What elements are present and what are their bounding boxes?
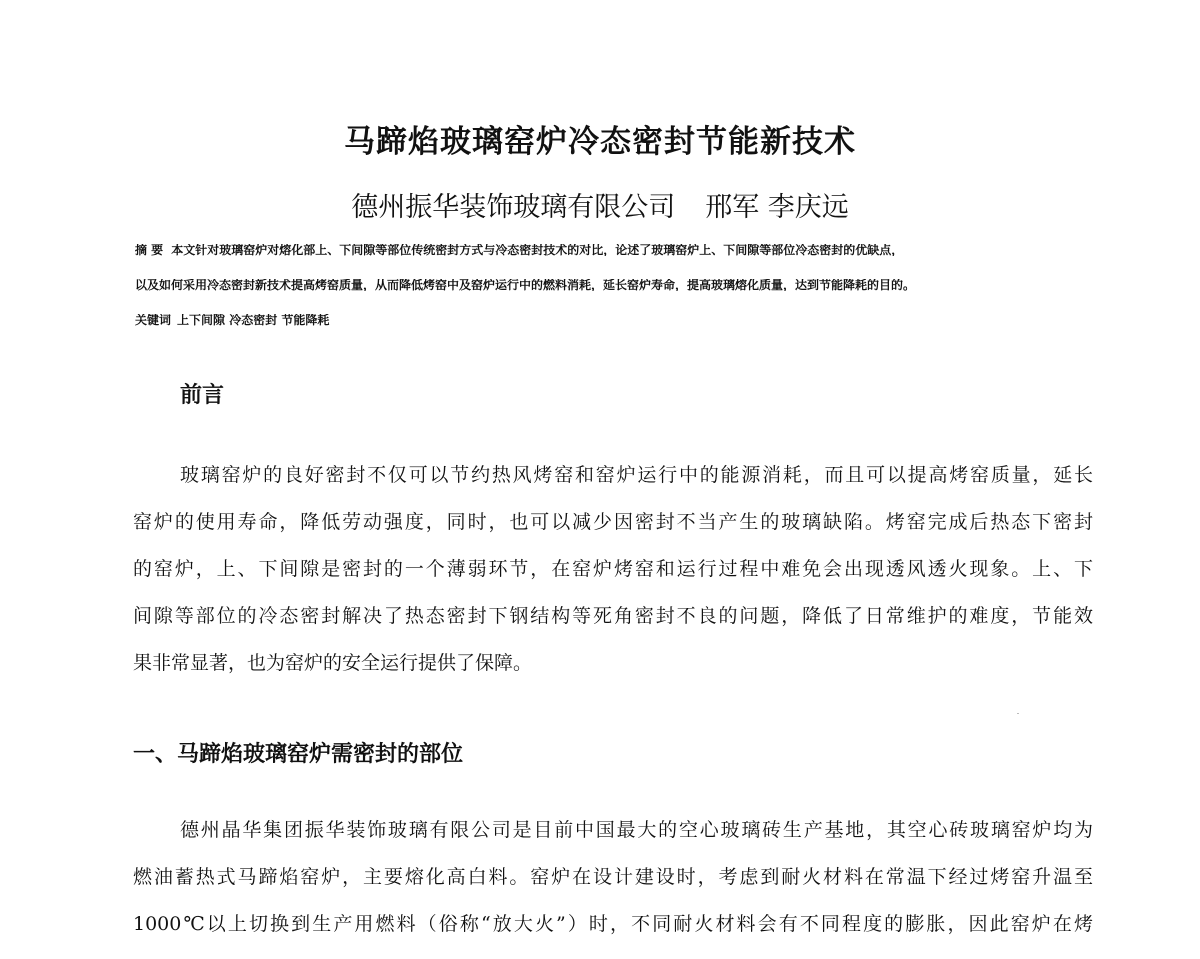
keywords-text: 上下间隙 冷态密封 节能降耗 [177,314,330,326]
paragraph-line: 1000℃以上切换到生产用燃料（俗称“放大火”）时，不同耐火材料会有不同程度的膨胀，因此窑炉在烤 [133,913,1093,935]
section1-paragraph [133,818,1093,959]
abstract-block [135,244,1095,326]
author-names: 邢军 李庆远 [705,192,849,223]
section-heading-preface: 前言 [180,383,225,408]
abstract-line [135,244,1095,256]
paragraph-line: 燃油蓄热式马蹄焰窑炉，主要熔化高白料。窑炉在设计建设时，考虑到耐火材料在常温下经过烤窑升温至 [133,866,1093,888]
abstract-text: 本文针对玻璃窑炉对熔化部上、下间隙等部位传统密封方式与冷态密封技术的对比，论述了玻璃窑炉上、下间隙等部位冷态密封的优缺点， [171,244,904,256]
abstract-text: 以及如何采用冷态密封新技术提高烤窑质量，从而降低烤窑中及窑炉运行中的燃料消耗，延长窑炉寿命，提高玻璃熔化质量，达到节能降耗的目的。 [135,279,916,291]
paragraph-line: 果非常显著，也为窑炉的安全运行提供了保障。 [133,652,533,674]
paragraph-line: 窑炉的使用寿命，降低劳动强度，同时，也可以减少因密封不当产生的玻璃缺陷。烤窑完成后热态下密封 [133,511,1093,533]
author-company: 德州振华装饰玻璃有限公司 [351,192,676,223]
scan-speck [1017,713,1019,714]
author-line [0,185,1200,224]
paragraph-line: 间隙等部位的冷态密封解决了热态密封下钢结构等死角密封不良的问题，降低了日常维护的难度，节能效 [133,605,1093,627]
abstract-label: 摘 要 [135,244,164,256]
abstract-line [135,279,1095,291]
preface-paragraph [133,463,1093,698]
keywords-line [135,314,1095,326]
keywords-label: 关键词 [135,314,172,326]
paragraph-line: 的窑炉，上、下间隙是密封的一个薄弱环节，在窑炉烤窑和运行过程中难免会出现透风透火现象。上、下 [133,558,1093,580]
paragraph-line: 玻璃窑炉的良好密封不仅可以节约热风烤窑和窑炉运行中的能源消耗，而且可以提高烤窑质量，延长 [180,464,1093,486]
paper-title: 马蹄焰玻璃窑炉冷态密封节能新技术 [344,124,856,160]
paragraph-line: 德州晶华集团振华装饰玻璃有限公司是目前中国最大的空心玻璃砖生产基地，其空心砖玻璃窑炉均为 [180,819,1093,841]
section-heading-1: 一、马蹄焰玻璃窑炉需密封的部位 [133,742,464,767]
